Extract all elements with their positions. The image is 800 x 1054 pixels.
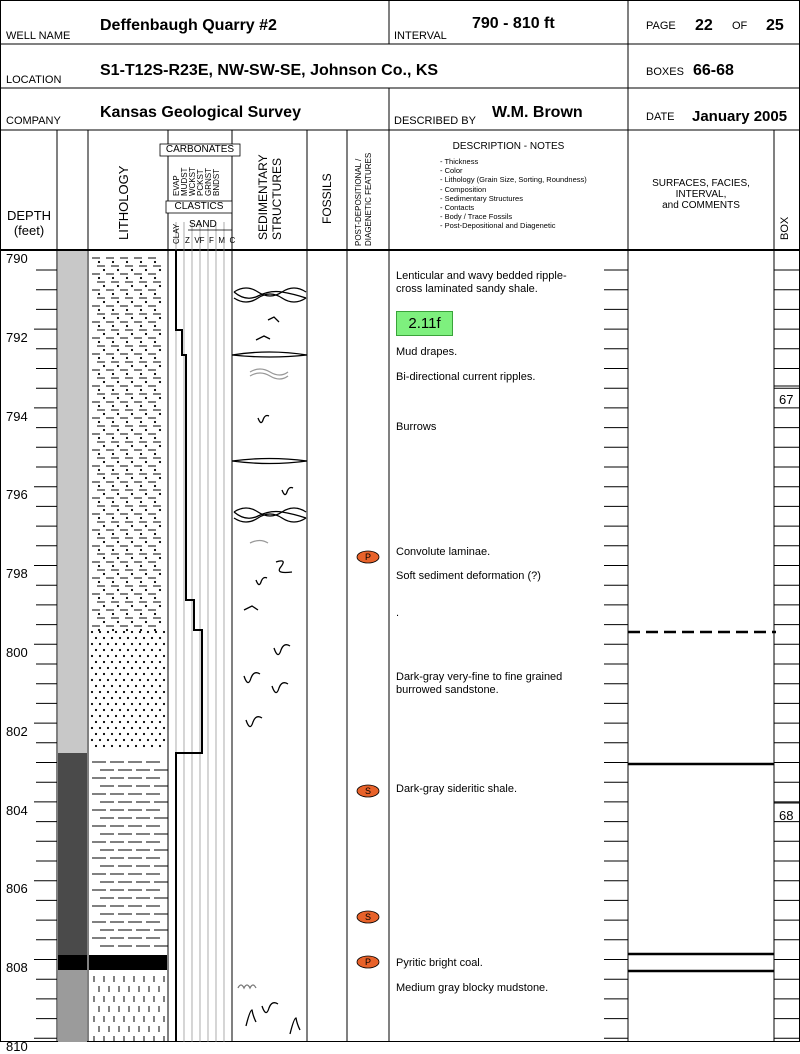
depth-label: 808 [6, 960, 28, 976]
note-sideritic-shale: Dark-gray sideritic shale. [396, 783, 518, 795]
depth-label: 800 [6, 645, 28, 660]
page-total-value: 25 [766, 17, 784, 34]
carb-bndst: BNDST [212, 168, 221, 196]
interval-value: 790 - 810 ft [472, 15, 555, 32]
page-value: 22 [695, 17, 713, 34]
depth-label: 794 [6, 408, 28, 424]
grain-size-profile [176, 250, 202, 1042]
surfaces-header: SURFACES, FACIES, INTERVAL, and COMMENTS [652, 178, 750, 211]
marker-label: P [364, 552, 372, 562]
note-ripples: Bi-directional current ripples. [396, 371, 536, 383]
depth-label: 796 [6, 487, 28, 503]
depth-label: 804 [6, 802, 28, 818]
grain-size-labels: Z VF F M C [185, 236, 236, 245]
location-label: LOCATION [6, 74, 62, 86]
color-bar-black-coal [58, 955, 87, 970]
sed-structures-header: SEDIMENTARY STRUCTURES [256, 154, 284, 240]
well-name-label: WELL NAME [6, 30, 71, 42]
date-label: DATE [646, 111, 675, 123]
marker-label: P [364, 957, 372, 967]
depth-label: 802 [6, 723, 28, 739]
company-label: COMPANY [6, 115, 61, 127]
boxes-value: 66-68 [693, 62, 734, 79]
clastics-header: CLASTICS [174, 201, 224, 212]
box-number-67: 67 [779, 392, 794, 407]
lithology-column-header: LITHOLOGY [116, 165, 131, 240]
clay-label: CLAY [172, 223, 181, 244]
date-value: January 2005 [692, 108, 788, 125]
depth-label: 790 [6, 251, 28, 266]
note-sandstone: Dark-gray very-fine to fine grained burrowed sandstone. [396, 671, 563, 696]
color-bar-dark-gray [58, 753, 87, 955]
note-rippled-shale: Lenticular and wavy bedded ripple- cross laminated sandy shale. [396, 270, 567, 295]
description-checklist-item: - Composition [440, 184, 487, 194]
described-by-label: DESCRIBED BY [394, 115, 476, 127]
carb-evap: EVAP [172, 175, 181, 196]
location-value: S1-T12S-R23E, NW-SW-SE, Johnson Co., KS [100, 62, 439, 79]
description-checklist-item: - Post-Depositional and Diagenetic [440, 221, 556, 231]
color-bar-light-gray [58, 251, 87, 753]
depth-column-header: DEPTH (feet) [6, 208, 52, 238]
marker-label: S [364, 912, 372, 922]
description-checklist [440, 157, 587, 231]
note-coal: Pyritic bright coal. [396, 957, 483, 969]
note-convolute: Convolute laminae. [396, 546, 491, 558]
note-mudstone: Medium gray blocky mudstone. [396, 982, 549, 994]
description-checklist-item: - Lithology (Grain Size, Sorting, Roundness) [440, 175, 587, 185]
depth-label: 806 [6, 881, 28, 897]
carb-grnst: GRNST [204, 168, 213, 196]
depth-label: 792 [6, 329, 28, 345]
described-by-value: W.M. Brown [492, 104, 583, 121]
page-label: PAGE [646, 20, 676, 32]
depth-label: 798 [6, 566, 28, 582]
carbonates-header: CARBONATES [165, 144, 235, 155]
note-mud-drapes: Mud drapes. [396, 346, 458, 358]
carb-mudst: MUDST [180, 167, 189, 196]
post-dep-header: POST-DEPOSITIONAL / DIAGENETIC FEATURES [354, 152, 373, 246]
sed-structures [232, 288, 307, 1034]
depth-label: 810 [6, 1039, 28, 1054]
description-checklist-item: - Sedimentary Structures [440, 193, 523, 203]
marker-label: S [364, 786, 372, 796]
carb-wckst: WCKST [188, 167, 197, 196]
boxes-label: BOXES [646, 66, 684, 78]
facies-tag: 2.11f [396, 311, 453, 336]
box-header: BOX [779, 216, 791, 240]
description-checklist-item: - Color [440, 166, 463, 176]
box-number-68: 68 [779, 808, 794, 823]
note-dot: . [396, 607, 400, 619]
well-name-value: Deffenbaugh Quarry #2 [100, 17, 277, 34]
litho-coal [89, 955, 167, 970]
description-checklist-item: - Contacts [440, 203, 475, 213]
interval-label: INTERVAL [394, 30, 447, 42]
note-soft-sediment: Soft sediment deformation (?) [396, 570, 541, 582]
description-checklist-item: - Thickness [440, 157, 479, 166]
description-checklist-item: - Body / Trace Fossils [440, 212, 513, 222]
note-burrows: Burrows [396, 421, 437, 433]
carb-pckst: PCKST [196, 169, 205, 196]
of-label: OF [732, 20, 748, 32]
color-bar-medium-gray [58, 970, 87, 1042]
sand-label: SAND [189, 219, 217, 230]
company-value: Kansas Geological Survey [100, 104, 301, 121]
description-header: DESCRIPTION - NOTES [452, 141, 565, 152]
fossils-header: FOSSILS [320, 173, 334, 224]
